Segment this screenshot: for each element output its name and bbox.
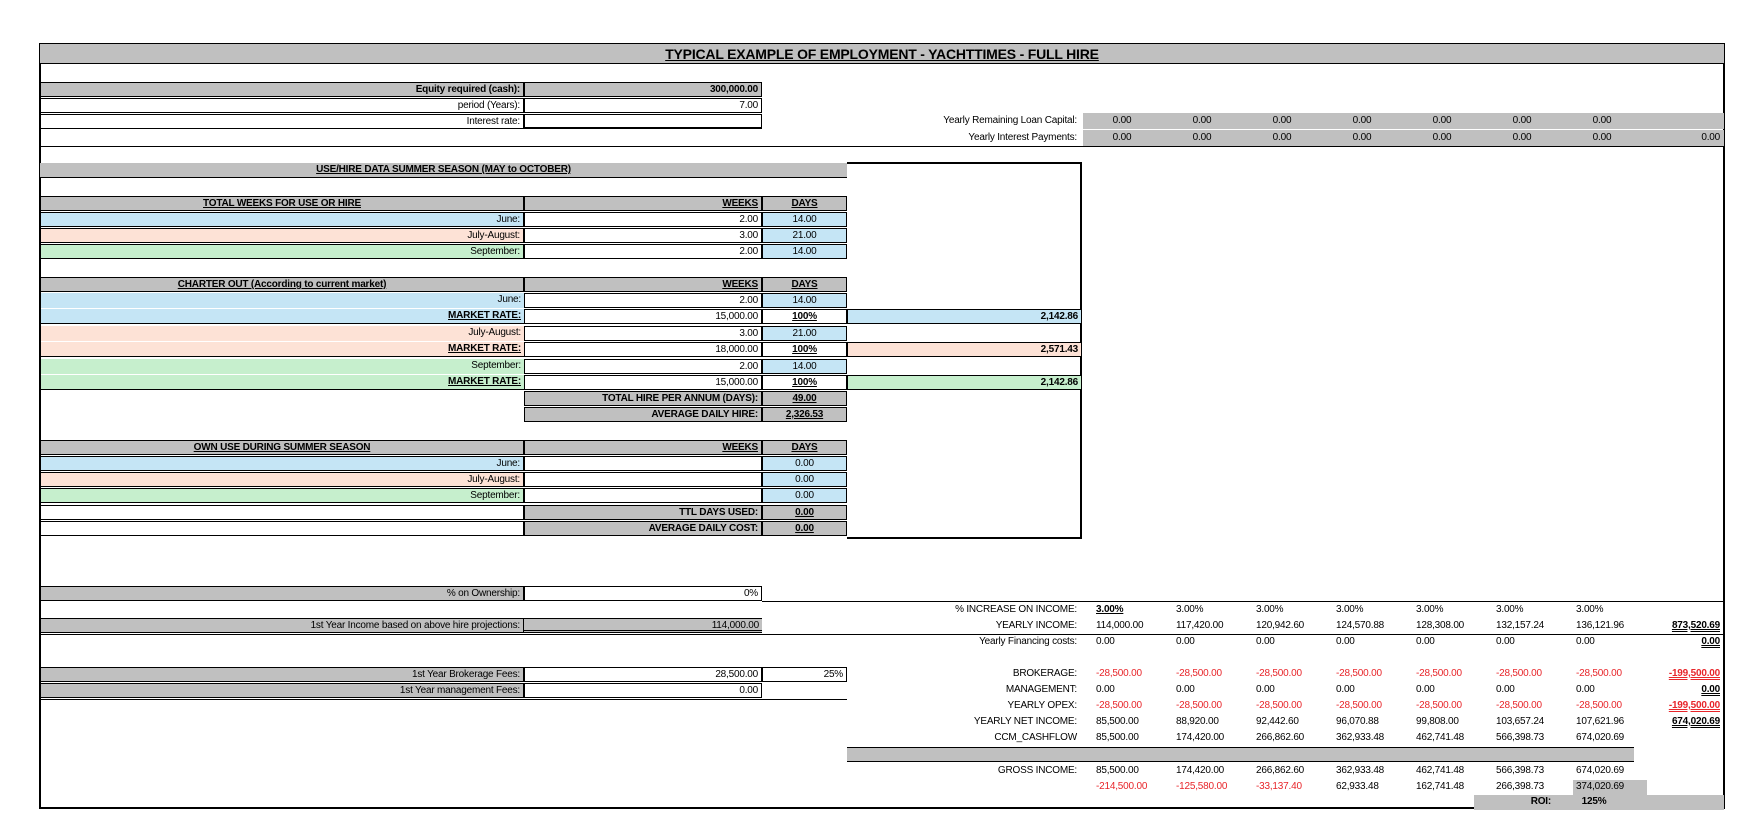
own-blank-1	[40, 505, 524, 520]
own-use-header: OWN USE DURING SUMMER SEASON	[40, 440, 524, 455]
projection-cell: 3.00%	[1416, 604, 1444, 615]
projection-total: -199,500.00	[1668, 700, 1720, 711]
projection-cell: -28,500.00	[1496, 668, 1542, 679]
projection-cell: 0.00	[1256, 636, 1275, 647]
charter-period-label: July-August:	[40, 326, 524, 341]
use-row-weeks[interactable]: 2.00	[524, 244, 762, 259]
projection-cell: 266,862.60	[1256, 765, 1305, 776]
projection-cell: -33,137.40	[1256, 781, 1302, 792]
loan-interest-cell: 0.00	[1192, 132, 1212, 143]
own-row-label: June:	[40, 456, 524, 471]
charter-period-days: 14.00	[762, 359, 847, 374]
projection-cell: 0.00	[1496, 684, 1515, 695]
use-row-days: 21.00	[762, 228, 847, 243]
loan-interest-label: Yearly Interest Payments:	[968, 132, 1077, 143]
projection-cell: -28,500.00	[1336, 668, 1382, 679]
projection-total: -199,500.00	[1668, 668, 1720, 679]
own-days-header: DAYS	[762, 440, 847, 455]
projection-cell: 174,420.00	[1176, 765, 1225, 776]
projection-total: 674,020.69	[1671, 716, 1720, 727]
loan-remaining-cell: 0.00	[1592, 115, 1612, 126]
loan-remaining-label: Yearly Remaining Loan Capital:	[943, 115, 1077, 126]
projection-cell: 0.00	[1336, 684, 1355, 695]
loan-interest-cell: 0.00	[1432, 132, 1452, 143]
loan-remaining-cell: 0.00	[1352, 115, 1372, 126]
fees-divider	[40, 699, 847, 700]
own-weeks-header: WEEKS	[524, 440, 762, 455]
projection-label: YEARLY INCOME:	[995, 620, 1077, 631]
projection-cell: 3.00%	[1576, 604, 1604, 615]
loan-remaining-cell: 0.00	[1192, 115, 1212, 126]
loan-interest-cell: 0.00	[1592, 132, 1612, 143]
own-row-label: September:	[40, 488, 524, 503]
projection-cell: 362,933.48	[1336, 732, 1385, 743]
projection-cell: 107,621.96	[1576, 716, 1625, 727]
projection-cell: -28,500.00	[1176, 668, 1222, 679]
projection-label: GROSS INCOME:	[997, 765, 1077, 776]
first-income-value: 114,000.00	[524, 618, 762, 633]
projection-cell: -28,500.00	[1096, 700, 1142, 711]
projection-cell: 0.00	[1416, 636, 1435, 647]
projection-cell: 3.00%	[1336, 604, 1364, 615]
projection-cell: 62,933.48	[1336, 781, 1379, 792]
market-rate-label: MARKET RATE:	[40, 342, 524, 357]
period-value[interactable]: 7.00	[524, 98, 762, 113]
equity-label: Equity required (cash):	[40, 82, 524, 97]
loan-interest-total: 0.00	[1701, 132, 1720, 143]
avg-daily-hire-label: AVERAGE DAILY HIRE:	[524, 407, 762, 422]
own-row-weeks[interactable]	[524, 488, 762, 503]
market-rate-pct[interactable]: 100%	[762, 375, 847, 390]
roi-row-bg	[847, 747, 1634, 762]
projection-cell: 3.00%	[1496, 604, 1524, 615]
total-weeks-header: TOTAL WEEKS FOR USE OR HIRE	[40, 196, 524, 211]
final-roi-label: ROI:	[1474, 795, 1554, 810]
projection-cell: 566,398.73	[1496, 732, 1545, 743]
projection-cell: 0.00	[1256, 684, 1275, 695]
projection-cell: -28,500.00	[1576, 700, 1622, 711]
projection-cell: 674,020.69	[1576, 765, 1625, 776]
market-rate-pct[interactable]: 100%	[762, 342, 847, 357]
charter-period-days: 21.00	[762, 326, 847, 341]
projection-cell: -28,500.00	[1336, 700, 1382, 711]
projection-cell: 0.00	[1096, 684, 1115, 695]
projection-label: % INCREASE ON INCOME:	[955, 604, 1077, 615]
charter-period-days: 14.00	[762, 293, 847, 308]
charter-period-label: June:	[40, 293, 524, 308]
projection-cell: 266,398.73	[1496, 781, 1545, 792]
projection-cell: 3.00%	[1176, 604, 1204, 615]
projection-cell: 120,942.60	[1256, 620, 1305, 631]
final-roi-tail	[1634, 795, 1724, 810]
projection-cell: -214,500.00	[1096, 781, 1148, 792]
ownership-label: % on Ownership:	[40, 586, 524, 601]
projection-cell: 0.00	[1096, 636, 1115, 647]
projection-cell: 136,121.96	[1576, 620, 1625, 631]
equity-value[interactable]: 300,000.00	[524, 82, 762, 97]
projection-cell: 85,500.00	[1096, 716, 1139, 727]
ttl-days-label: TTL DAYS USED:	[524, 505, 762, 520]
projection-cell: -28,500.00	[1416, 700, 1462, 711]
charter-days-header: DAYS	[762, 277, 847, 292]
projection-label: YEARLY OPEX:	[1007, 700, 1077, 711]
market-daily-rate: 2,142.86	[847, 309, 1082, 324]
loan-remaining-cell: 0.00	[1272, 115, 1292, 126]
projection-cell: -28,500.00	[1176, 700, 1222, 711]
brokerage-fees-pct[interactable]: 25%	[762, 667, 847, 682]
projection-cell: 132,157.24	[1496, 620, 1545, 631]
avg-daily-cost-label: AVERAGE DAILY COST:	[524, 521, 762, 536]
interest-value[interactable]	[524, 114, 762, 129]
projection-cell: -125,580.00	[1176, 781, 1228, 792]
projection-cell: 0.00	[1176, 684, 1195, 695]
projection-cell: 174,420.00	[1176, 732, 1225, 743]
market-rate-pct[interactable]: 100%	[762, 309, 847, 324]
market-rate-label: MARKET RATE:	[40, 309, 524, 324]
own-row-weeks[interactable]	[524, 472, 762, 487]
projection-cell: -28,500.00	[1256, 700, 1302, 711]
projection-label: BROKERAGE:	[1012, 668, 1077, 679]
final-roi-value: 125%	[1554, 795, 1634, 810]
projection-cell: 99,808.00	[1416, 716, 1459, 727]
use-days-header: DAYS	[762, 196, 847, 211]
use-row-weeks[interactable]: 2.00	[524, 212, 762, 227]
charter-period-label: September:	[40, 359, 524, 374]
projection-cell: 674,020.69	[1576, 732, 1625, 743]
total-hire-label: TOTAL HIRE PER ANNUM (DAYS):	[524, 391, 762, 406]
projection-cell: 3.00%	[1096, 604, 1124, 615]
loan-remaining-cell: 0.00	[1112, 115, 1132, 126]
projection-cell: 0.00	[1576, 636, 1595, 647]
projection-cell: 374,020.69	[1573, 780, 1647, 795]
management-fees-value[interactable]: 0.00	[524, 683, 762, 698]
projection-cell: 0.00	[1336, 636, 1355, 647]
page-title: TYPICAL EXAMPLE OF EMPLOYMENT - YACHTTIMES - FULL HIRE	[40, 44, 1724, 64]
charter-period-weeks[interactable]: 2.00	[524, 293, 762, 308]
projection-cell: 92,442.60	[1256, 716, 1299, 727]
projection-cell: 3.00%	[1256, 604, 1284, 615]
first-income-label: 1st Year Income based on above hire projections:	[40, 618, 524, 633]
use-weeks-header: WEEKS	[524, 196, 762, 211]
projection-cell: -28,500.00	[1256, 668, 1302, 679]
loan-divider	[40, 146, 1724, 147]
projection-cell: 0.00	[1576, 684, 1595, 695]
projection-cell: 85,500.00	[1096, 765, 1139, 776]
projection-cell: 0.00	[1416, 684, 1435, 695]
projection-cell: -28,500.00	[1496, 700, 1542, 711]
projection-cell: 362,933.48	[1336, 765, 1385, 776]
market-rate-value[interactable]: 18,000.00	[524, 342, 762, 357]
projection-cell: 462,741.48	[1416, 732, 1465, 743]
own-row-label: July-August:	[40, 472, 524, 487]
own-row-days: 0.00	[762, 488, 847, 503]
projection-cell: -28,500.00	[1576, 668, 1622, 679]
market-rate-label: MARKET RATE:	[40, 375, 524, 390]
own-row-days: 0.00	[762, 456, 847, 471]
projection-cell: 85,500.00	[1096, 732, 1139, 743]
market-daily-rate: 2,142.86	[847, 375, 1082, 390]
projection-cell: 96,070.88	[1336, 716, 1379, 727]
charter-period-weeks[interactable]: 2.00	[524, 359, 762, 374]
projection-cell: -28,500.00	[1416, 668, 1462, 679]
avg-daily-hire-value: 2,326.53	[762, 407, 847, 422]
loan-interest-cell: 0.00	[1352, 132, 1372, 143]
brokerage-fees-label: 1st Year Brokerage Fees:	[40, 667, 524, 682]
avg-daily-cost-value: 0.00	[762, 521, 847, 536]
market-daily-rate: 2,571.43	[847, 342, 1082, 357]
projection-cell: 0.00	[1176, 636, 1195, 647]
total-hire-value: 49.00	[762, 391, 847, 406]
own-row-weeks[interactable]	[524, 456, 762, 471]
projection-cell: 462,741.48	[1416, 765, 1465, 776]
use-row-label: July-August:	[40, 228, 524, 243]
loan-remaining-cell: 0.00	[1512, 115, 1532, 126]
loan-remaining-cell: 0.00	[1432, 115, 1452, 126]
projection-cell: 114,000.00	[1096, 620, 1144, 631]
use-row-label: September:	[40, 244, 524, 259]
projection-cell: 117,420.00	[1176, 620, 1224, 631]
loan-interest-cell: 0.00	[1112, 132, 1132, 143]
ownership-value[interactable]: 0%	[524, 586, 762, 601]
own-blank-2	[40, 521, 524, 536]
market-rate-value[interactable]: 15,000.00	[524, 309, 762, 324]
projection-cell: 128,308.00	[1416, 620, 1465, 631]
period-label: period (Years):	[40, 98, 524, 113]
projection-cell: 566,398.73	[1496, 765, 1545, 776]
charter-weeks-header: WEEKS	[524, 277, 762, 292]
use-row-days: 14.00	[762, 244, 847, 259]
projection-cell: 162,741.48	[1416, 781, 1465, 792]
use-row-label: June:	[40, 212, 524, 227]
market-rate-value[interactable]: 15,000.00	[524, 375, 762, 390]
projection-label: CCM_CASHFLOW	[994, 732, 1077, 743]
projection-label: YEARLY NET INCOME:	[973, 716, 1077, 727]
projection-cell: 103,657.24	[1496, 716, 1545, 727]
use-row-weeks[interactable]: 3.00	[524, 228, 762, 243]
brokerage-fees-value[interactable]: 28,500.00	[524, 667, 762, 682]
projection-cell: 88,920.00	[1176, 716, 1219, 727]
loan-interest-cell: 0.00	[1512, 132, 1532, 143]
ttl-days-value: 0.00	[762, 505, 847, 520]
projection-total: 0.00	[1701, 636, 1720, 647]
charter-header: CHARTER OUT (According to current market)	[40, 277, 524, 292]
projection-cell: -28,500.00	[1096, 668, 1142, 679]
use-row-days: 14.00	[762, 212, 847, 227]
projection-cell: 266,862.60	[1256, 732, 1305, 743]
own-row-days: 0.00	[762, 472, 847, 487]
charter-period-weeks[interactable]: 3.00	[524, 326, 762, 341]
ownership-divider	[762, 601, 1724, 602]
management-fees-label: 1st Year management Fees:	[40, 683, 524, 698]
projection-cell: 0.00	[1496, 636, 1515, 647]
use-hire-header: USE/HIRE DATA SUMMER SEASON (MAY to OCTOBER)	[40, 163, 847, 178]
projection-label: Yearly Financing costs:	[979, 636, 1077, 647]
projection-total: 873,520.69	[1671, 620, 1720, 631]
projection-total: 0.00	[1701, 684, 1720, 695]
projection-label: MANAGEMENT:	[1005, 684, 1077, 695]
projection-cell: 124,570.88	[1336, 620, 1385, 631]
interest-label: Interest rate:	[40, 114, 524, 129]
loan-interest-cell: 0.00	[1272, 132, 1292, 143]
